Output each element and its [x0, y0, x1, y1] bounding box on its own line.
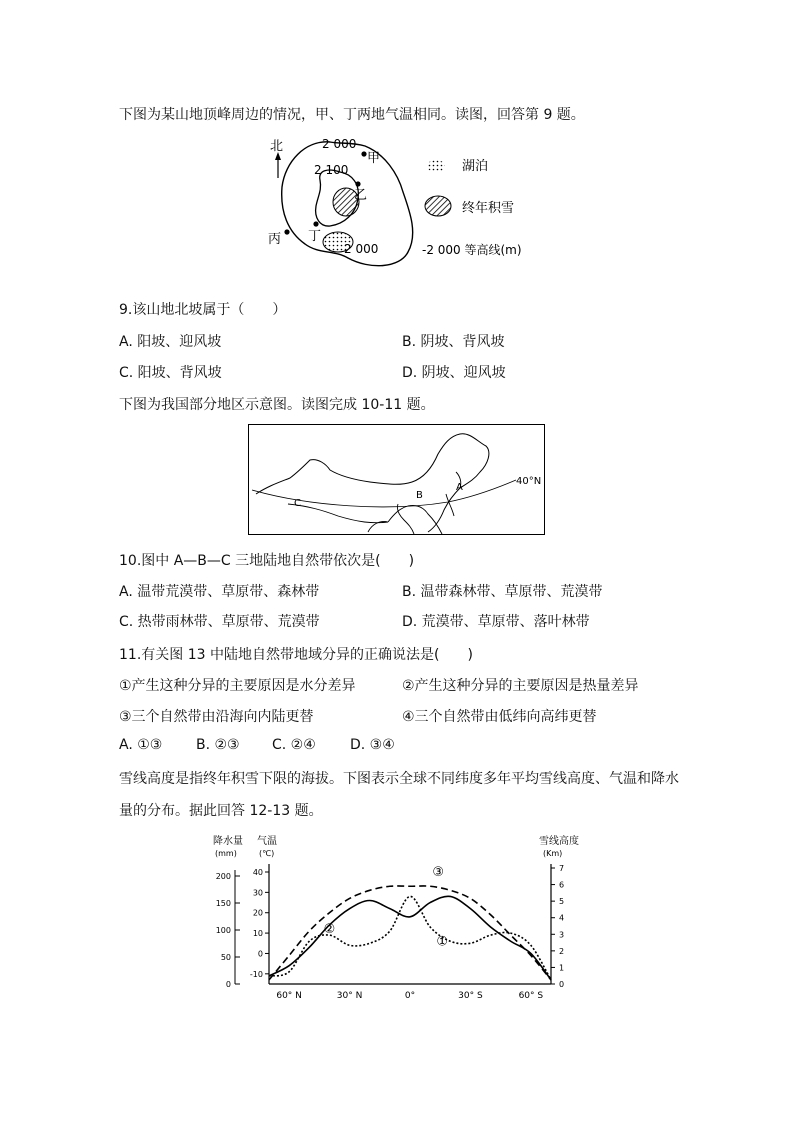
- series-label: ②: [323, 922, 336, 938]
- snowline-axis-unit: (Km): [543, 849, 563, 858]
- ding-label: 丁: [308, 229, 322, 244]
- precip-tick-label: 150: [215, 899, 231, 908]
- q10-option-b[interactable]: B. 温带森林带、草原带、荒漠带: [402, 584, 603, 600]
- yi-label: 乙: [354, 188, 368, 203]
- snowline-tick-label: 0: [559, 980, 565, 989]
- temp-tick-label: 40: [252, 868, 263, 877]
- q11-option-d[interactable]: D. ③④: [350, 737, 395, 753]
- point-bing: [284, 229, 289, 234]
- precip-tick-label: 100: [215, 926, 231, 935]
- q9-option-b[interactable]: B. 阴坡、背风坡: [402, 334, 505, 350]
- q9-option-a[interactable]: A. 阳坡、迎风坡: [119, 334, 222, 350]
- series-3-line: [269, 886, 551, 980]
- snowline-tick-label: 2: [559, 946, 565, 956]
- precip-axis-unit: (mm): [215, 849, 237, 858]
- precip-tick-label: 0: [225, 980, 231, 989]
- legend-lake: 湖泊: [462, 159, 489, 174]
- precip-axis-label: 降水量: [213, 836, 243, 847]
- q10-option-c[interactable]: C. 热带雨林带、草原带、荒漠带: [119, 614, 320, 630]
- temp-tick-label: 20: [252, 908, 263, 918]
- x-tick-label: 30° N: [336, 991, 363, 1001]
- q11-option-a[interactable]: A. ①③: [119, 737, 163, 753]
- q11-statement-3: ③三个自然带由沿海向内陆更替: [119, 709, 314, 725]
- q11-stem: 11.有关图 13 中陆地自然带地域分异的正确说法是( ): [119, 647, 473, 663]
- precip-tick-label: 200: [215, 872, 231, 881]
- snowline-tick-label: 1: [559, 963, 565, 973]
- q11-option-c[interactable]: C. ②④: [272, 737, 316, 753]
- temp-tick-label: 10: [252, 929, 263, 939]
- snowline-tick-label: 6: [559, 880, 565, 890]
- jia-label: 甲: [367, 151, 381, 166]
- point-yi: [355, 181, 360, 186]
- q11-statement-2: ②产生这种分异的主要原因是热量差异: [402, 678, 639, 694]
- contour-inner-label: 2 100: [314, 163, 349, 177]
- temp-tick-label: 30: [252, 888, 263, 898]
- point-jia: [361, 151, 366, 156]
- temp-tick-label: -10: [249, 969, 263, 979]
- bing-label: 丙: [268, 232, 282, 247]
- legend-contour: -2 000 等高线(m): [422, 243, 522, 257]
- intro-q10: 下图为我国部分地区示意图。读图完成 10-11 题。: [119, 397, 435, 413]
- snowline-tick-label: 3: [559, 930, 565, 940]
- precip-tick-label: 50: [220, 953, 231, 962]
- x-tick-label: 30° S: [458, 991, 483, 1001]
- temp-tick-label: 0: [257, 949, 263, 959]
- q11-statement-1: ①产生这种分异的主要原因是水分差异: [119, 678, 356, 694]
- china-map-figure: [248, 424, 545, 535]
- x-tick-label: 60° N: [276, 991, 302, 1001]
- series-2-line: [269, 896, 551, 980]
- q10-option-a[interactable]: A. 温带荒漠带、草原带、森林带: [119, 584, 320, 600]
- snowline-tick-label: 5: [559, 897, 565, 907]
- snowline-chart: [205, 832, 595, 1007]
- mountain-contour-figure: [260, 132, 550, 274]
- q10-option-d[interactable]: D. 荒漠带、草原带、落叶林带: [402, 614, 590, 630]
- series-1-line: [269, 896, 551, 980]
- north-label: 北: [270, 139, 284, 154]
- map-label-c: C: [294, 498, 301, 509]
- map-label-b: B: [416, 490, 423, 501]
- temp-axis-unit: (℃): [259, 849, 275, 858]
- point-ding: [313, 221, 318, 226]
- q10-stem: 10.图中 A—B—C 三地陆地自然带依次是( ): [119, 553, 415, 569]
- intro-q9: 下图为某山地顶峰周边的情况，甲、丁两地气温相同。读图，回答第 9 题。: [119, 107, 585, 123]
- snowline-tick-label: 7: [559, 864, 565, 873]
- map-label-a: A: [456, 482, 463, 493]
- intro-q12-line2: 量的分布。据此回答 12-13 题。: [119, 803, 323, 819]
- series-label: ①: [436, 934, 449, 950]
- series-label: ③: [432, 865, 445, 881]
- latitude-label: 40°N: [516, 476, 542, 487]
- contour-outer-label: 2 000: [322, 137, 357, 151]
- intro-q12-line1: 雪线高度是指终年积雪下限的海拔。下图表示全球不同纬度多年平均雪线高度、气温和降水: [119, 771, 679, 787]
- temp-axis-label: 气温: [257, 836, 277, 847]
- snowline-axis-label: 雪线高度: [539, 836, 579, 847]
- snowline-tick-label: 4: [559, 913, 565, 923]
- q11-option-b[interactable]: B. ②③: [196, 737, 240, 753]
- contour-lake-label: 2 000: [344, 242, 379, 256]
- q11-statement-4: ④三个自然带由低纬向高纬更替: [402, 709, 597, 725]
- x-tick-label: 60° S: [518, 991, 544, 1001]
- legend-snow: 终年积雪: [462, 201, 515, 216]
- x-tick-label: 0°: [404, 991, 416, 1001]
- q9-stem: 9.该山地北坡属于（ ）: [119, 302, 287, 318]
- q9-option-d[interactable]: D. 阴坡、迎风坡: [402, 365, 506, 381]
- q9-option-c[interactable]: C. 阳坡、背风坡: [119, 365, 222, 381]
